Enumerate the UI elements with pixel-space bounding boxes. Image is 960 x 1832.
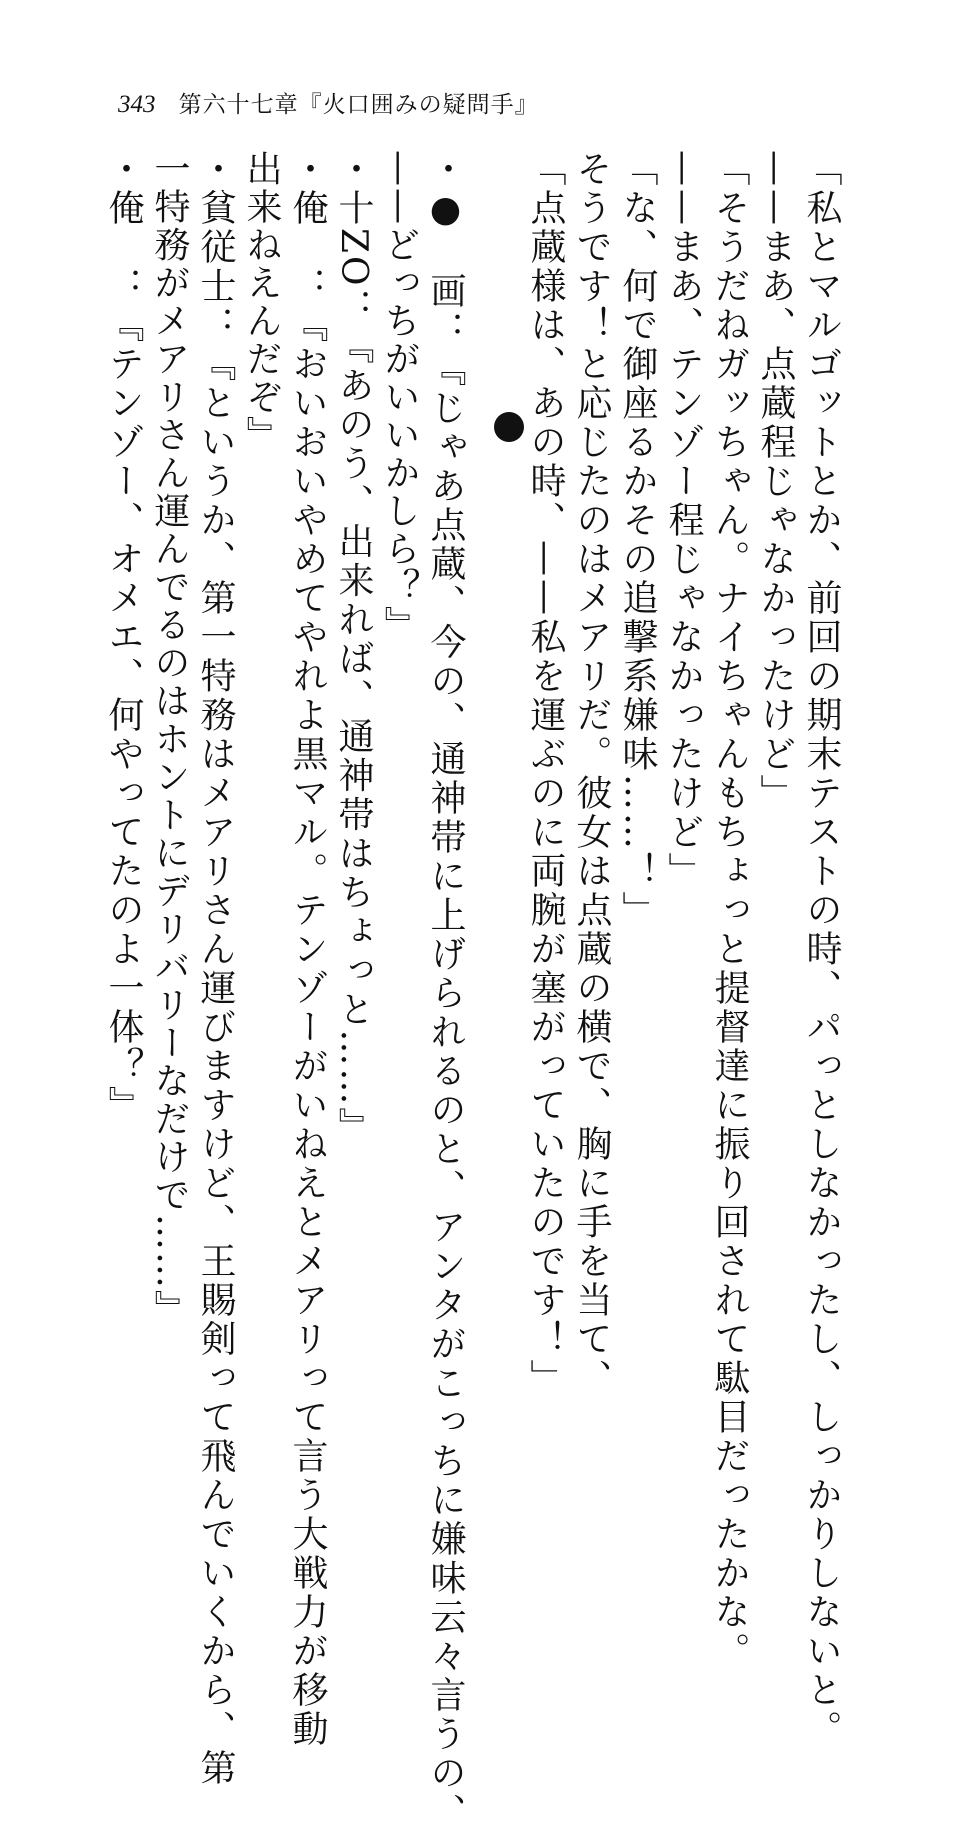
chat-line-ore-1-cont: 出来ねえんだぞ』 bbox=[241, 150, 282, 454]
chat-line-gazou-cont: ——どっちがいいかしら？』 bbox=[379, 150, 420, 644]
text-column-4: ——まあ、テンゾー程じゃなかったけど」 bbox=[663, 150, 704, 891]
text-column-3: 「そうだねガッちゃん。ナイちゃんもちょっと提督達に振り回されて駄目だったかな。 bbox=[709, 150, 750, 1671]
chat-line-hinjuushi: ・貧従士：『というか、第一特務はメアリさん運びますけど、王賜剣って飛んでいくから、第 bbox=[195, 150, 236, 1788]
text-column-2: ——まあ、点蔵程じゃなかったけど」 bbox=[755, 150, 796, 813]
text-column-7: 「点蔵様は、あの時、——私を運ぶのに両腕が塞がっていたのです！」 bbox=[525, 150, 566, 1398]
scene-break-dot bbox=[494, 412, 524, 442]
chat-line-ore-2: ・俺 ：『テンゾー、オメエ、何やってたのよ一体？』 bbox=[103, 150, 144, 1125]
chat-line-gazou: ・● 画：『じゃあ点蔵、今の、通神帯に上げられるのと、アンタがこっちに嫌味云々言うの、 bbox=[425, 150, 466, 1832]
chat-line-hinjuushi-cont: 一特務がメアリさん運んでるのはホントにデリバリーなだけで……』 bbox=[149, 150, 190, 1328]
text-column-5: 「な、何で御座るかその追撃系嫌味……！」 bbox=[617, 150, 658, 930]
page-number: 343 bbox=[118, 91, 156, 118]
chat-line-ore-1: ・俺 ：『おいおいやめてやれよ黒マル。テンゾーがいねえとメアリって言う大戦力が移動 bbox=[287, 150, 328, 1749]
chapter-title: 第六十七章『火口囲みの疑問手』 bbox=[178, 92, 539, 118]
text-column-6: そうです！と応じたのはメアリだ。彼女は点蔵の横で、胸に手を当て、 bbox=[571, 150, 612, 1398]
chat-line-tenzo: ・十ZO：『あのう、出来れば、通神帯はちょっと……』 bbox=[333, 150, 374, 1147]
text-column-1: 「私とマルゴットとか、前回の期末テストの時、パっとしなかったし、しっかりしないと。 bbox=[801, 150, 842, 1749]
page-header bbox=[118, 86, 539, 126]
